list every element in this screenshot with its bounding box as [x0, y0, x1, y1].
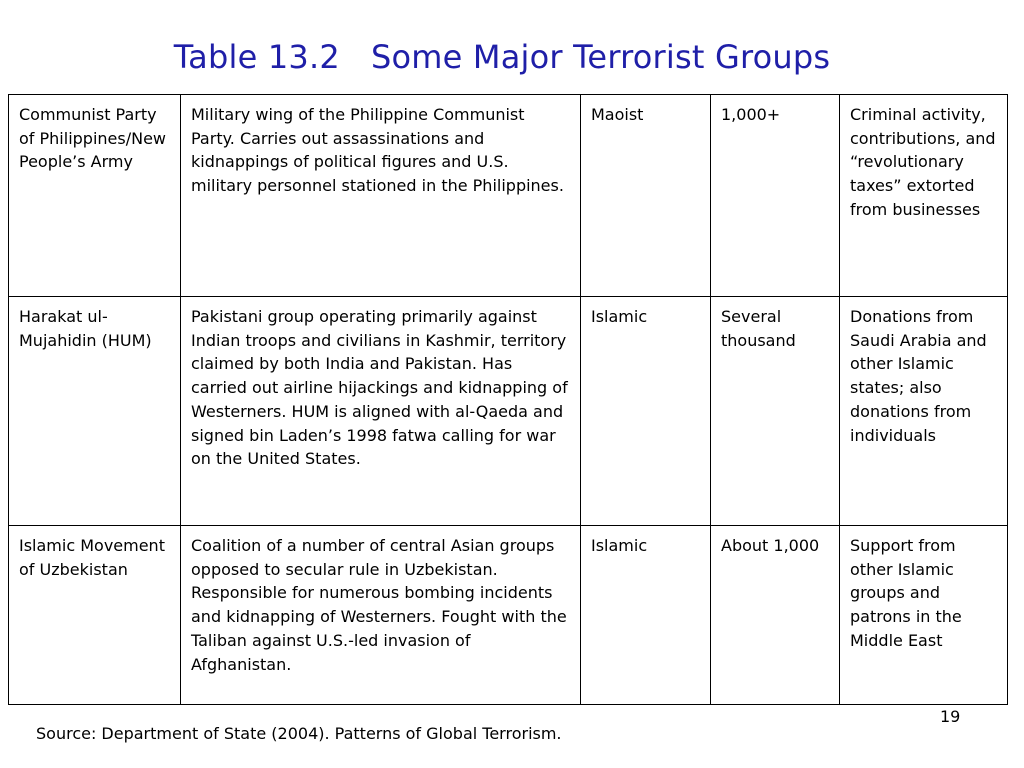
- group-ideology-cell: Maoist: [581, 95, 711, 297]
- group-ideology-cell: Islamic: [581, 297, 711, 526]
- group-description-cell: Coalition of a number of central Asian groups opposed to secular rule in Uzbekistan. Responsible for numerous bombing incidents and kidnapping of Westerners. Fought with the Taliban against U.S.-led invasion of Afghanistan.: [181, 526, 581, 705]
- table-row: [9, 95, 1008, 297]
- group-description-cell: Pakistani group operating primarily against Indian troops and civilians in Kashmir, territory claimed by both India and Pakistan. Has carried out airline hijackings and kidnapping of Westerners. HUM is aligned with al-Qaeda and signed bin Laden’s 1998 fatwa calling for war on the United States.: [181, 297, 581, 526]
- page-number: 19: [940, 707, 961, 726]
- group-name-cell: Communist Party of Philippines/New People’s Army: [9, 95, 181, 297]
- slide-title: Table 13.2 Some Major Terrorist Groups: [173, 38, 831, 76]
- table-row: [9, 297, 1008, 526]
- terrorist-groups-table: [8, 94, 1008, 705]
- source-citation: Source: Department of State (2004). Patterns of Global Terrorism.: [36, 724, 562, 743]
- group-description-cell: Military wing of the Philippine Communist Party. Carries out assassinations and kidnappings of political figures and U.S. military personnel stationed in the Philippines.: [181, 95, 581, 297]
- group-size-cell: 1,000+: [711, 95, 840, 297]
- group-funding-cell: Support from other Islamic groups and patrons in the Middle East: [840, 526, 1008, 705]
- group-size-cell: About 1,000: [711, 526, 840, 705]
- group-funding-cell: Donations from Saudi Arabia and other Islamic states; also donations from individuals: [840, 297, 1008, 526]
- group-size-cell: Several thousand: [711, 297, 840, 526]
- group-name-cell: Islamic Movement of Uzbekistan: [9, 526, 181, 705]
- table-row: [9, 526, 1008, 705]
- group-name-cell: Harakat ul-Mujahidin (HUM): [9, 297, 181, 526]
- group-ideology-cell: Islamic: [581, 526, 711, 705]
- group-funding-cell: Criminal activity, contributions, and “revolutionary taxes” extorted from businesses: [840, 95, 1008, 297]
